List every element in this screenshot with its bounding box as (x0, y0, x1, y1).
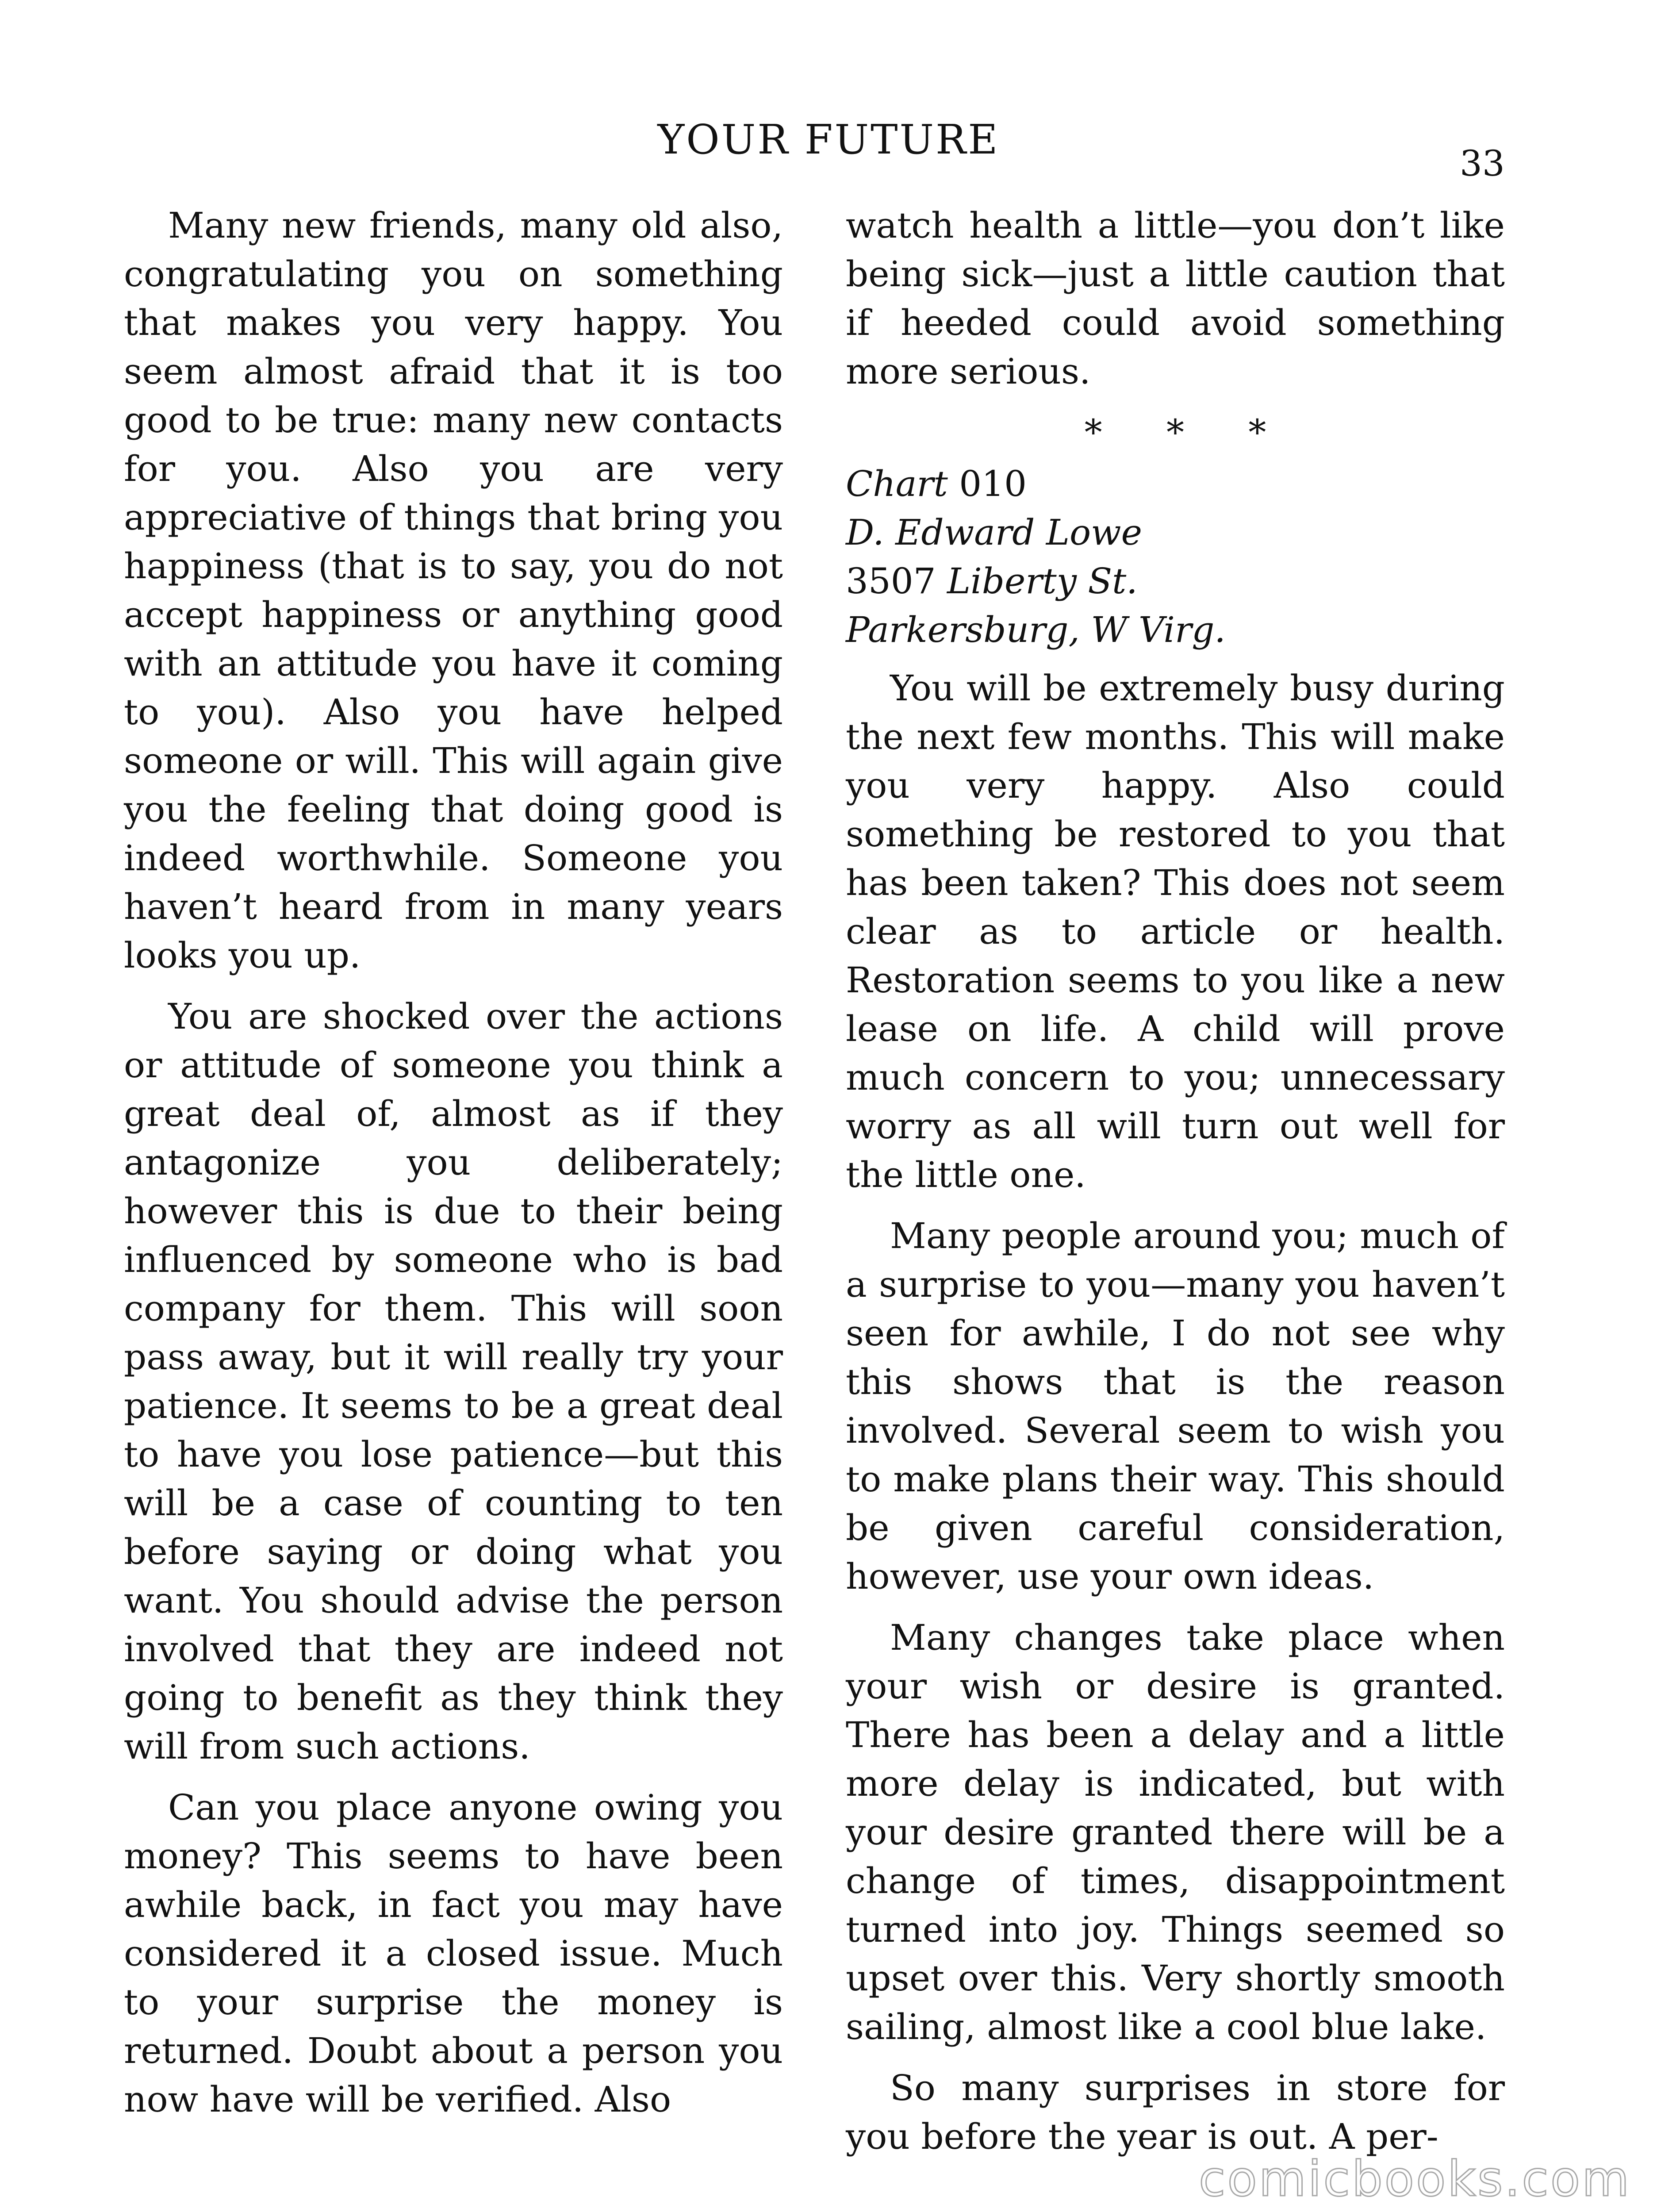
right-column (846, 201, 1505, 2174)
left-column (124, 201, 783, 2136)
chart-street-number: 3507 (846, 561, 936, 602)
body-paragraph: You will be extremely busy during the next few months. This will make you very happy. Also could something be restored to you that has been taken? This does not seem clear as to article or health. Restoration seems to you like a new lease on life. A child will prove much concern to you; unnecessary worry as all will turn out well for the little one. (846, 668, 1505, 1195)
chart-address-line (846, 557, 1505, 606)
site-watermark: comicbooks.com (1199, 2151, 1631, 2207)
page-number: 33 (1460, 143, 1505, 184)
running-head: YOUR FUTURE (657, 116, 1000, 163)
chart-name: D. Edward Lowe (846, 512, 1142, 553)
body-paragraph: So many surprises in store for you before the year is out. A per- (846, 2067, 1505, 2157)
chart-entry-heading (846, 460, 1505, 654)
body-paragraph: You are shocked over the actions or attitude of someone you think a great deal of, almost as if they antagonize you deliberately; however this is due to their being influenced by someone who is bad company for them. This will soon pass away, but it will really try your patience. It seems to be a great deal to have you lose patience—but this will be a case of counting to ten before saying or doing what you want. You should advise the person involved that they are indeed not going to benefit as they think they will from such actions. (124, 996, 783, 1767)
chart-street: Liberty St. (947, 561, 1138, 602)
chart-label: Chart (846, 463, 948, 504)
body-paragraph: Many people around you; much of a surprise to you—many you haven’t seen for awhile, I do not see why this shows that is the reason involved. Several seem to wish you to make plans their way. This should be given careful consideration, however, use your own ideas. (846, 1215, 1505, 1597)
chart-number: 010 (959, 463, 1027, 504)
chart-label-line (846, 460, 1505, 508)
body-paragraph: Many new friends, many old also, congratulating you on something that makes you very happy. You seem almost afraid that it is too good to be true: many new contacts for you. Also you are very appreciative of things that bring you happiness (that is to say, you do not accept happiness or anything good with an attitude you have it coming to you). Also you have helped someone or will. This will again give you the feeling that doing good is indeed worthwhile. Someone you haven’t heard from in many years looks you up. (124, 205, 783, 976)
body-paragraph: Many changes take place when your wish or desire is granted. There has been a delay and a little more delay is indicated, but with your desire granted there will be a change of times, disappointment turned into joy. Things seemed so upset over this. Very shortly smooth sailing, almost like a cool blue lake. (846, 1617, 1505, 2047)
chart-city: Parkersburg, W Virg. (846, 609, 1226, 650)
continued-paragraph: watch health a little—you don’t like being sick—just a little caution that if heeded could avoid something more serious. (846, 205, 1505, 392)
section-ornament: * * * (1084, 412, 1293, 453)
body-paragraph: Can you place anyone owing you money? This seems to have been awhile back, in fact you may have considered it a closed issue. Much to your surprise the money is returned. Doubt about a person you now have will be verified. Also (124, 1787, 783, 2120)
